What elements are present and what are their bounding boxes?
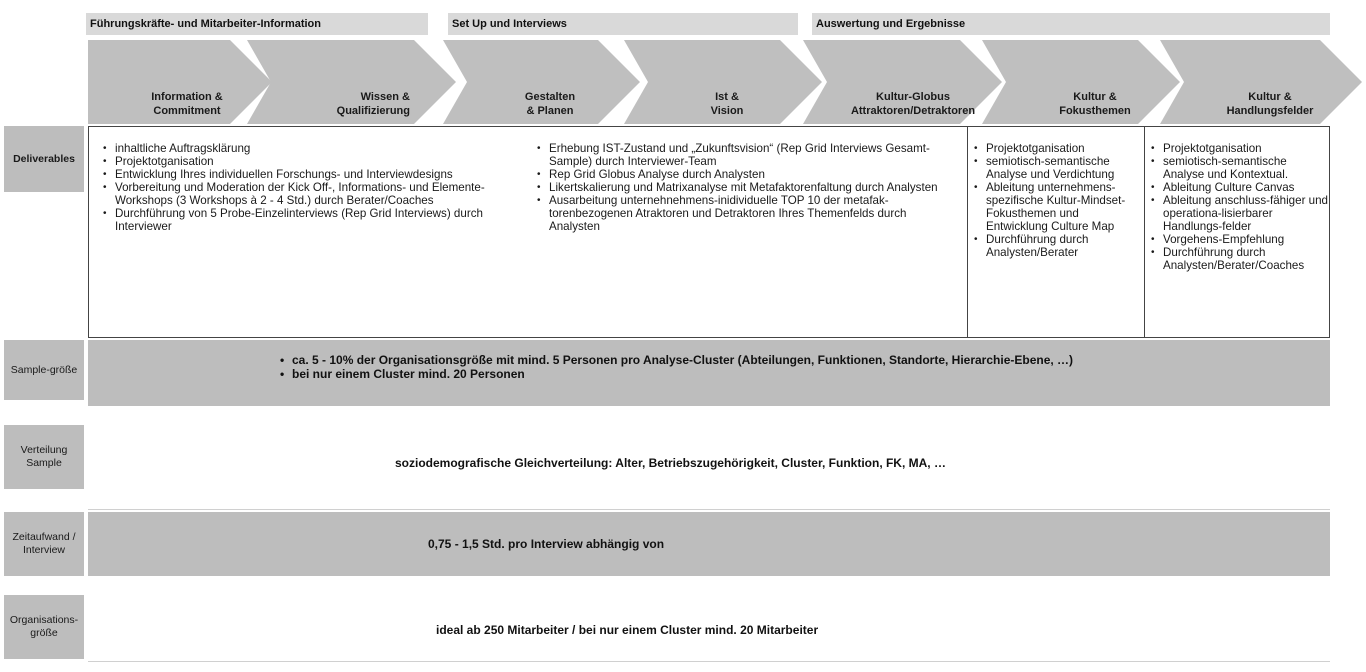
deliverable-item: • Ausarbeitung unternehnehmens-inidividuelle TOP 10 der metafak-torenbezogenen Atraktoren und Detraktoren Ihres Themenfelds durch Analysten xyxy=(535,194,955,233)
step-label-wissen: Wissen & Qualifizierung xyxy=(336,91,410,117)
deliverables-box-1 xyxy=(88,126,968,338)
deliverable-item: • Ableitung anschluss-fähiger und operationa-lisierbarer Handlungs-felder xyxy=(1149,194,1329,233)
deliverable-item: • Erhebung IST-Zustand und „Zukunftsvision“ (Rep Grid Interviews Gesamt-Sample) durch Interviewer-Team xyxy=(535,142,955,168)
deliverable-item: • Durchführung durch Analysten/Berater/Coaches xyxy=(1149,246,1329,272)
row-label-zeitaufwand: Zeitaufwand / Interview xyxy=(4,512,84,576)
deliverable-item: • Projektotganisation xyxy=(972,142,1140,155)
deliverable-item: • Projektotganisation xyxy=(101,155,531,168)
deliverable-item: • Likertskalierung und Matrixanalyse mit Metafaktorenfaltung durch Analysten xyxy=(535,181,955,194)
deliverable-item: • Ableitung Culture Canvas xyxy=(1149,181,1329,194)
deliverables-box-3 xyxy=(967,126,1145,338)
row-band-organisationsgroesse xyxy=(88,576,1330,662)
row-label-deliverables: Deliverables xyxy=(4,126,84,192)
step-label-information: Information & Commitment xyxy=(151,91,223,117)
deliverables-box-4 xyxy=(1144,126,1330,338)
deliverable-item: • inhaltliche Auftragsklärung xyxy=(101,142,531,155)
deliverable-item: • Ableitung unternehmens-spezifische Kultur-Mindset-Fokusthemen und Entwicklung Culture Map xyxy=(972,181,1140,233)
deliverable-item: • semiotisch-semantische Analyse und Kontextual. xyxy=(1149,155,1329,181)
step-label-handlungsfelder: Kultur & Handlungsfelder xyxy=(1226,91,1314,117)
deliverables-list-4 xyxy=(1149,142,1329,272)
row-band-samplegroesse xyxy=(88,340,1330,406)
deliverable-item: • Durchführung durch Analysten/Berater xyxy=(972,233,1140,259)
deliverables-list-2 xyxy=(535,142,955,233)
deliverable-item: • Vorgehens-Empfehlung xyxy=(1149,233,1329,246)
row-band-verteilung xyxy=(88,406,1330,510)
zeitaufwand-text: 0,75 - 1,5 Std. pro Interview abhängig von xyxy=(428,537,665,551)
deliverables-list-1 xyxy=(101,142,531,233)
sample-item: • bei nur einem Cluster mind. 20 Personen xyxy=(280,367,1320,381)
sample-list xyxy=(280,353,1320,381)
deliverable-item: • Entwicklung Ihres individuellen Forschungs- und Interviewdesigns xyxy=(101,168,531,181)
row-label-organisationsgroesse: Organisations-größe xyxy=(4,595,84,659)
deliverables-list-3 xyxy=(972,142,1140,259)
deliverable-item: • Projektotganisation xyxy=(1149,142,1329,155)
deliverable-item: • semiotisch-semantische Analyse und Verdichtung xyxy=(972,155,1140,181)
step-label-ist: Ist & Vision xyxy=(710,91,744,117)
row-band-zeitaufwand xyxy=(88,512,1330,576)
row-label-samplegroesse: Sample-größe xyxy=(4,340,84,400)
step-label-fokusthemen: Kultur & Fokusthemen xyxy=(1059,91,1131,117)
deliverable-item: • Vorbereitung und Moderation der Kick Off-, Informations- und Elemente- Workshops (3 Workshops à 2 - 4 Std.) durch Berater/Coaches xyxy=(101,181,531,207)
organisation-text: ideal ab 250 Mitarbeiter / bei nur einem Cluster mind. 20 Mitarbeiter xyxy=(436,623,819,637)
phase-header-information: Führungskräfte- und Mitarbeiter-Information xyxy=(86,13,428,35)
phase-header-setup: Set Up und Interviews xyxy=(448,13,798,35)
verteilung-text: soziodemografische Gleichverteilung: Alter, Betriebszugehörigkeit, Cluster, Funktion, FK, MA, … xyxy=(395,456,946,470)
deliverable-item: • Rep Grid Globus Analyse durch Analysten xyxy=(535,168,955,181)
step-label-kultur-globus: Kultur-Globus Attraktoren/Detraktoren xyxy=(850,91,976,117)
phase-header-auswertung: Auswertung und Ergebnisse xyxy=(812,13,1330,35)
deliverable-item: • Durchführung von 5 Probe-Einzelinterviews (Rep Grid Interviews) durch Interviewer xyxy=(101,207,531,233)
row-label-verteilung: Verteilung Sample xyxy=(4,425,84,489)
step-label-gestalten: Gestalten & Planen xyxy=(524,91,576,117)
sample-item: • ca. 5 - 10% der Organisationsgröße mit mind. 5 Personen pro Analyse-Cluster (Abteilungen, Funktionen, Standorte, Hierarchie-Ebene, …) xyxy=(280,353,1320,367)
